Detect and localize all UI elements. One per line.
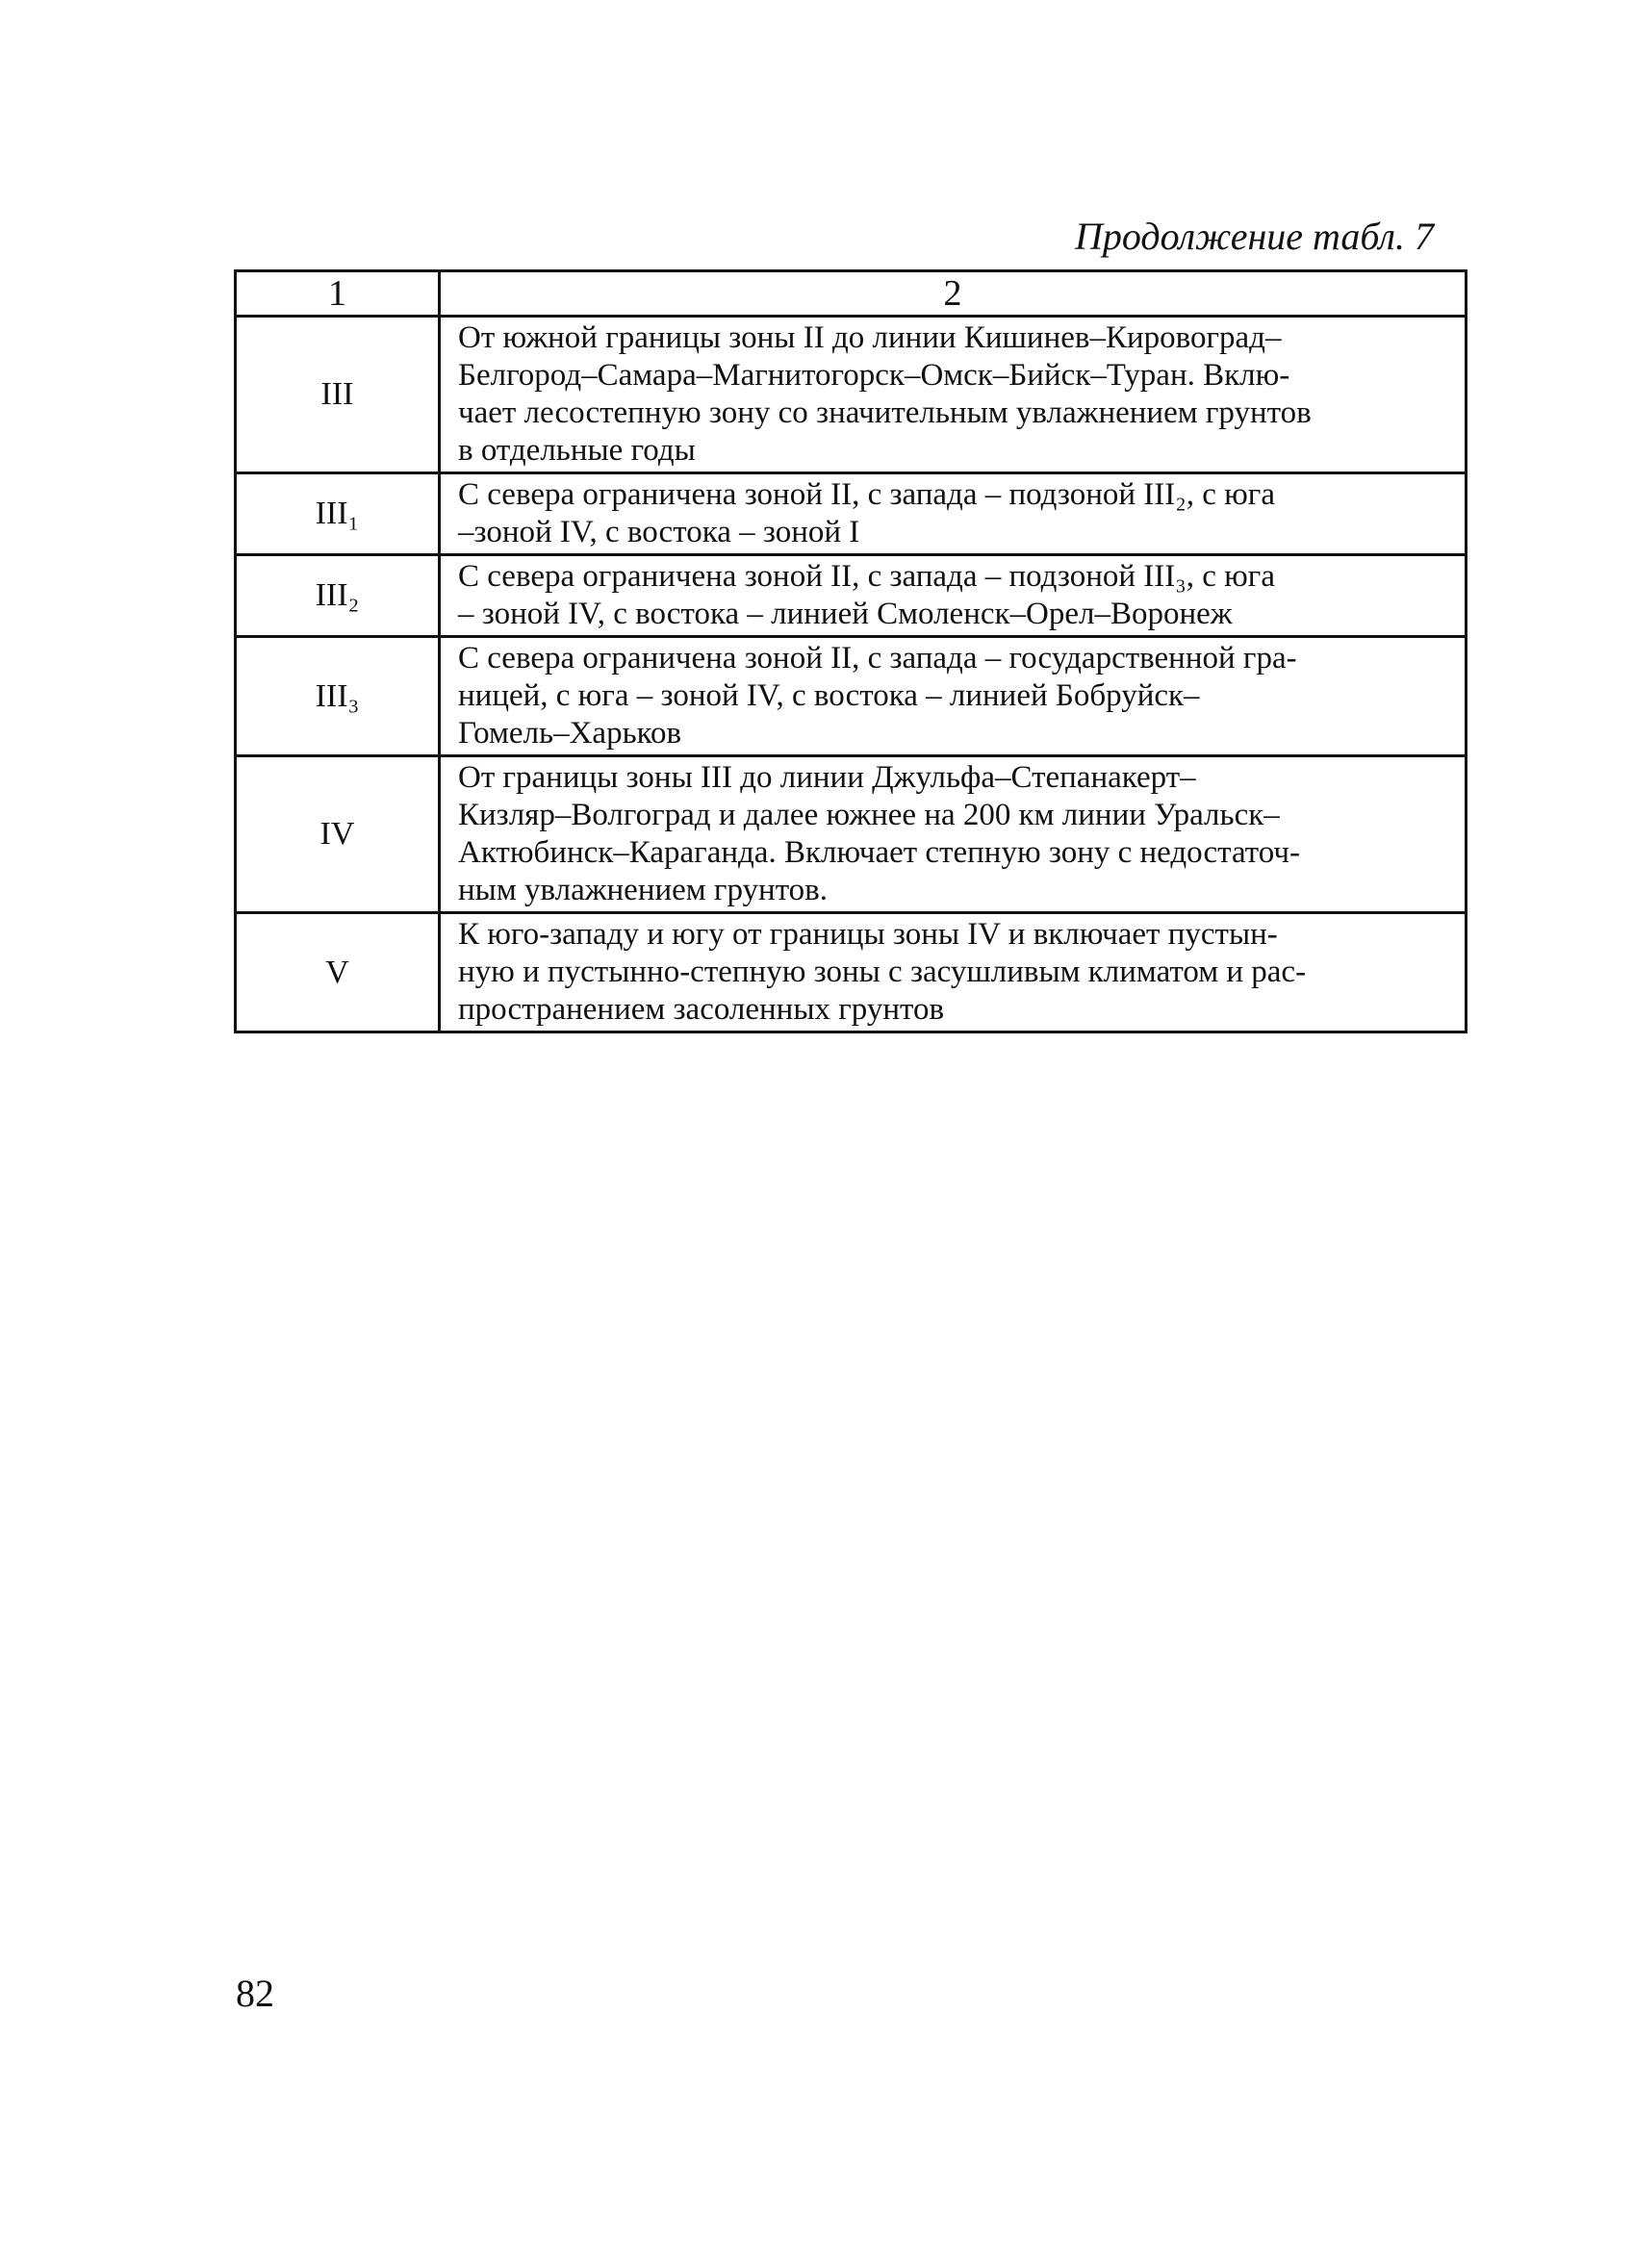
table-row (236, 637, 1467, 756)
description-cell (440, 637, 1467, 756)
description-line: –зоной IV, с востока – зоной I (458, 515, 860, 549)
description-cell (440, 913, 1467, 1032)
description-line: ницей, с юга – зоной IV, с востока – линией Бобруйск– (458, 678, 1200, 713)
description-cell (440, 317, 1467, 473)
zone-cell: III₂ (236, 555, 440, 637)
table-row (236, 317, 1467, 473)
zone-cell: III₁ (236, 473, 440, 555)
zone-cell: III₃ (236, 637, 440, 756)
description-line: ным увлажнением грунтов. (458, 873, 829, 907)
description-line: Гомель–Харьков (458, 716, 682, 751)
table-row (236, 473, 1467, 555)
description-line: К юго-западу и югу от границы зоны IV и включает пустын- (458, 917, 1278, 952)
column-header-zone: 1 (236, 271, 440, 317)
column-header-description: 2 (440, 271, 1467, 317)
page-number: 82 (236, 1972, 274, 2015)
description-line: в отдельные годы (458, 433, 696, 468)
description-line: Актюбинск–Караганда. Включает степную зону с недостаточ- (458, 835, 1300, 870)
description-cell (440, 756, 1467, 913)
description-line: От границы зоны III до линии Джульфа–Степанакерт– (458, 760, 1196, 795)
zones-table (234, 269, 1467, 1033)
zone-cell: III (236, 317, 440, 473)
table-row (236, 756, 1467, 913)
description-line: ную и пустынно-степную зоны с засушливым климатом и рас- (458, 955, 1307, 989)
description-cell (440, 473, 1467, 555)
description-cell (440, 555, 1467, 637)
description-line: пространением засоленных грунтов (458, 992, 945, 1027)
description-line: С севера ограничена зоной II, с запада – государственной гра- (458, 641, 1297, 675)
description-line: Белгород–Самара–Магнитогорск–Омск–Бийск–Туран. Вклю- (458, 358, 1290, 393)
description-line: С севера ограничена зоной II, с запада – подзоной III₂, с юга (458, 477, 1275, 512)
zone-cell: V (236, 913, 440, 1032)
table-header-row (236, 271, 1467, 317)
table-row (236, 555, 1467, 637)
description-line: чает лесостепную зону со значительным увлажнением грунтов (458, 395, 1312, 430)
description-line: – зоной IV, с востока – линией Смоленск–Орел–Воронеж (458, 597, 1233, 631)
description-line: Кизляр–Волгоград и далее южнее на 200 км линии Уральск– (458, 798, 1280, 832)
description-line: От южной границы зоны II до линии Кишинев–Кировоград– (458, 320, 1282, 355)
description-line: С севера ограничена зоной II, с запада – подзоной III₃, с юга (458, 559, 1275, 594)
table-caption: Продолжение табл. 7 (1074, 215, 1434, 258)
zone-cell: IV (236, 756, 440, 913)
table-row (236, 913, 1467, 1032)
